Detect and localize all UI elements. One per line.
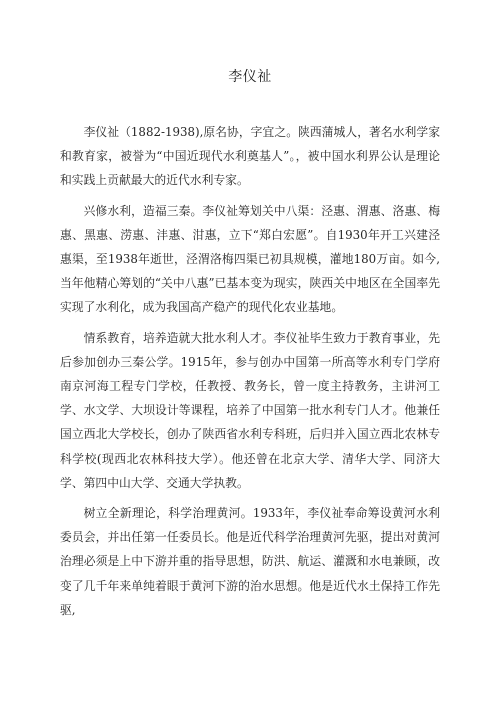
paragraph-education: 情系教育，培养造就大批水利人才。李仪祉毕生致力于教育事业，先后参加创办三秦公学。1915年，参与创办中国第一所高等水利专门学府南京河海工程专门学校，任教授、教务长，曾一度主持教务，主讲河工学、水文学、大坝设计等课程，培养了中国第一批水利专门人才。他兼任国立西北大学校长，创办了陕西省水利专科班，后归并入国立西北农林专科学校(现西北农林科技大学）。他还曾在北京大学、清华大学、同济大学、第四中山大学、交通大学执教。 bbox=[60, 330, 440, 490]
paragraph-intro: 李仪祉（1882-1938),原名协，字宜之。陕西蒲城人，著名水利学家和教育家，被誉为“中国近现代水利奠基人”。，被中国水利界公认是理论和实践上贡献最大的近代水利专家。 bbox=[60, 125, 440, 188]
paragraph-irrigation: 兴修水利，造福三秦。李仪祉筹划关中八渠：泾惠、渭惠、洛惠、梅惠、黑惠、涝惠、沣惠、泔惠，立下“郑白宏愿”。自1930年开工兴建泾惠渠，至1938年逝世，泾渭洛梅四渠已初具规模，灌地180万亩。如今,当年他精心筹划的“关中八惠”已基本变为现实，陕西关中地区在全国率先实现了水利化，成为我国高产稳产的现代化农业基地。 bbox=[60, 203, 440, 315]
document-title: 李仪祉 bbox=[228, 69, 272, 85]
paragraph-yellow-river: 树立全新理论，科学治理黄河。1933年，李仪祉奉命筹设黄河水利委员会，并出任第一任委员长。他是近代科学治理黄河先驱，提出对黄河治理必须是上中下游并重的指导思想，防洪、航运、灌溉和水电兼顾，改变了几千年来单纯着眼于黄河下游的治水思想。他是近代水土保持工作先驱, bbox=[60, 506, 440, 617]
document-body bbox=[60, 120, 440, 628]
